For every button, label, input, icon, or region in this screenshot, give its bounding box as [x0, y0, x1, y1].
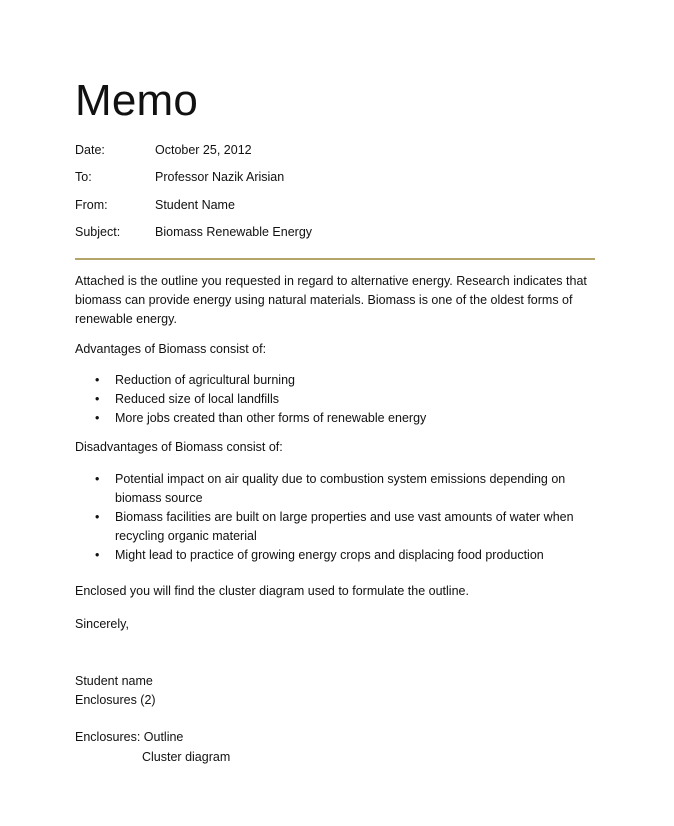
- header-value: Student Name: [155, 197, 235, 212]
- list-item-text: Might lead to practice of growing energy crops and displacing food production: [115, 548, 544, 563]
- bullet-icon: •: [95, 471, 100, 486]
- header-value: October 25, 2012: [155, 142, 252, 157]
- disadvantages-heading: Disadvantages of Biomass consist of:: [75, 440, 283, 455]
- header-row-date: [75, 136, 595, 164]
- advantages-heading: Advantages of Biomass consist of:: [75, 341, 267, 356]
- header-row-subject: [75, 219, 595, 247]
- list-item: [75, 390, 595, 409]
- list-item-text: Reduced size of local landfills: [115, 392, 279, 407]
- signature-name: Student name: [75, 674, 153, 689]
- list-item-text: Reduction of agricultural burning: [115, 372, 295, 387]
- bullet-icon: •: [95, 372, 100, 387]
- bullet-icon: •: [95, 411, 100, 426]
- header-value: Professor Nazik Arisian: [155, 170, 285, 185]
- enclosures-block: [75, 728, 595, 766]
- list-item: [75, 508, 595, 546]
- list-item-text: More jobs created than other forms of renewable energy: [115, 411, 427, 426]
- memo-header: [75, 136, 595, 246]
- list-item-text: Potential impact on air quality due to combustion system emissions depending on biomass source: [115, 471, 566, 505]
- memo-body: [75, 272, 595, 767]
- header-divider: [75, 258, 595, 260]
- bullet-icon: •: [95, 510, 100, 525]
- disadvantages-list: [75, 470, 595, 566]
- header-label: Subject:: [75, 225, 121, 240]
- enclosures-second: Cluster diagram: [142, 749, 231, 764]
- header-row-to: [75, 164, 595, 192]
- list-item: [75, 371, 595, 390]
- advantages-list: [75, 371, 595, 429]
- header-label: To:: [75, 170, 92, 185]
- header-value: Biomass Renewable Energy: [155, 225, 313, 240]
- intro-paragraph: Attached is the outline you requested in regard to alternative energy. Research indicates that biomass can provide energy using natural materials. Biomass is one of the oldest forms of renewable energy.: [75, 274, 587, 327]
- header-label: Date:: [75, 142, 105, 157]
- signature-block: [75, 672, 595, 710]
- enclosed-note: Enclosed you will find the cluster diagram used to formulate the outline.: [75, 583, 469, 598]
- bullet-icon: •: [95, 548, 100, 563]
- bullet-icon: •: [95, 392, 100, 407]
- enclosures-count: Enclosures (2): [75, 693, 156, 708]
- enclosures-label: Enclosures: Outline: [75, 730, 184, 745]
- list-item: [75, 470, 595, 508]
- sign-off: Sincerely,: [75, 616, 129, 631]
- memo-title: Memo: [75, 76, 199, 125]
- header-label: From:: [75, 197, 108, 212]
- header-row-from: [75, 191, 595, 219]
- list-item-text: Biomass facilities are built on large properties and use vast amounts of water when recycling organic material: [115, 510, 574, 544]
- list-item: [75, 546, 595, 565]
- list-item: [75, 409, 595, 428]
